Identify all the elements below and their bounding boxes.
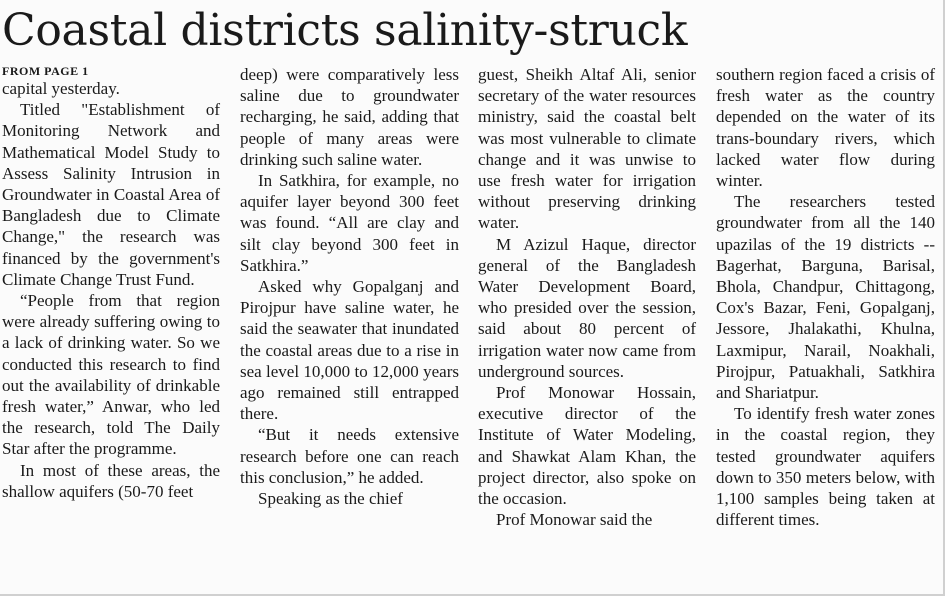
column-1	[2, 64, 220, 502]
article-paragraph: The researchers tested groundwater from all the 140 upazilas of the 19 districts -- Bagerhat, Barguna, Barisal, Bhola, Chandpur, Chittagong, Cox's Bazar, Feni, Gopalganj, Jessore, Jhalakathi, Khulna, Laxmipur, Narail, Noakhali, Pirojpur, Patuakhali, Satkhira and Shariatpur.	[716, 192, 935, 403]
article-paragraph: Prof Monowar Hossain, executive director of the Institute of Water Modeling, and Shawkat Alam Khan, the project director, also spoke on the occasion.	[478, 383, 696, 509]
article-body	[0, 64, 945, 594]
article-paragraph: Titled "Establishment of Monitoring Network and Mathematical Model Study to Assess Salinity Intrusion in Groundwater in Coastal Area of Bangladesh due to Climate Change," the research was financed by the government's Climate Change Trust Fund.	[2, 100, 220, 289]
continuation-kicker: FROM PAGE 1	[2, 64, 89, 78]
article-paragraph: M Azizul Haque, director general of the Bangladesh Water Development Board, who presided over the session, said about 80 percent of irrigation water now came from underground sources.	[478, 234, 696, 381]
article-paragraph: Prof Monowar said the	[496, 510, 653, 530]
article-headline: Coastal districts salinity-struck	[2, 5, 688, 56]
column-2	[240, 64, 459, 509]
article-paragraph: southern region faced a crisis of fresh water as the country depended on the water of its trans-boundary rivers, which lacked water flow during winter.	[716, 65, 935, 191]
article-paragraph: Speaking as the chief	[258, 489, 403, 509]
article-paragraph: In most of these areas, the shallow aquifers (50-70 feet	[2, 460, 220, 501]
article-paragraph: guest, Sheikh Altaf Ali, senior secretary of the water resources ministry, said the coastal belt was most vulnerable to climate change and it was unwise to use fresh water for irrigation without preserving drinking water.	[478, 65, 696, 233]
column-4	[716, 64, 935, 530]
article-paragraph: In Satkhira, for example, no aquifer layer beyond 300 feet was found. “All are clay and silt clay beyond 300 feet in Satkhira.”	[240, 171, 459, 275]
article-paragraph: “But it needs extensive research before one can reach this conclusion,” he added.	[240, 425, 459, 487]
article-paragraph: capital yesterday.	[2, 79, 120, 98]
article-paragraph: “People from that region were already suffering owing to a lack of drinking water. So we conducted this research to find out the availability of drinkable fresh water,” Anwar, who led the research, told The Daily Star after the programme.	[2, 291, 220, 459]
article-paragraph: Asked why Gopalganj and Pirojpur have saline water, he said the seawater that inundated the coastal areas due to a rise in sea level 10,000 to 12,000 years ago remained still entrapped there.	[240, 277, 459, 424]
column-3	[478, 64, 696, 530]
article-paragraph: To identify fresh water zones in the coastal region, they tested groundwater aquifers down to 350 meters below, with 1,100 samples being taken at different times.	[716, 404, 935, 530]
article-paragraph: deep) were comparatively less saline due to groundwater recharging, he said, adding that people of many areas were drinking such saline water.	[240, 65, 459, 169]
